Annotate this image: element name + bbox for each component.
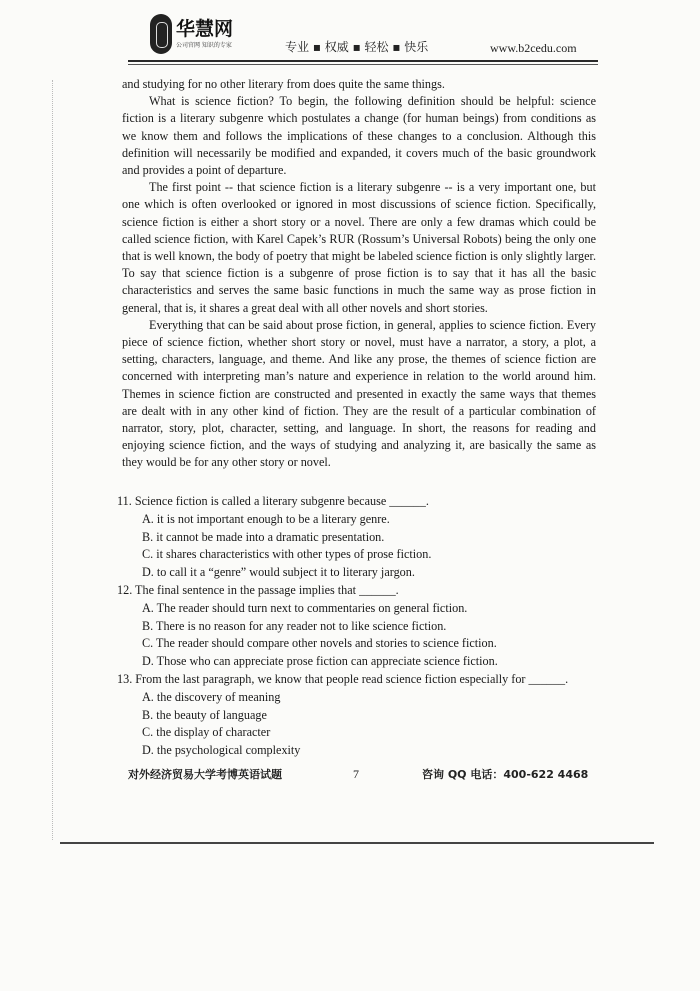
- footer-contact: 咨询 QQ 电话：400-622 4468: [422, 768, 589, 781]
- footer-divider: [60, 842, 654, 844]
- question-11: [117, 493, 597, 582]
- answer-option: B. it cannot be made into a dramatic presentation.: [142, 529, 385, 544]
- brand-name: 华慧网: [176, 18, 234, 40]
- header-slogan: 专业 ▪ 权威 ▪ 轻松 ▪ 快乐: [285, 40, 429, 54]
- scan-margin-marks: [52, 80, 63, 840]
- answer-option: C. the display of character: [142, 725, 271, 740]
- page-header: [128, 10, 598, 62]
- question-list: [117, 493, 597, 760]
- answer-option: D. Those who can appreciate prose fiction can appreciate science fiction.: [142, 654, 498, 669]
- header-website: www.b2cedu.com: [490, 41, 577, 55]
- passage-paragraph: What is science fiction? To begin, the following definition should be helpful: science fiction is a literary subgenre which postulates a change (for human beings) from conditions as we know them and follows the implications of these changes to a conclusion. Although this definition will necessarily be modified and expanded, it covers much of the basic groundwork and provides a point of departure.: [122, 94, 596, 178]
- passage-paragraph: The first point -- that science fiction is a literary subgenre -- is a very important one, but one which is often overlooked or ignored in most discussions of science fiction. Specifically, science fiction is either a short story or a novel. There are only a few dramas which could be called science fiction, with Karel Capek’s RUR (Rossum’s Universal Robots) being the only one that is well known, the body of poetry that might be labeled science fiction is only slightly larger. To say that science fiction is a subgenre of prose fiction is to say that it has all the basic characteristics and serves the same basic functions in much the same way as prose fiction in general, that is, it shares a great deal with all other novels and short stories.: [122, 180, 596, 315]
- brand-logo-icon: [150, 14, 172, 54]
- answer-option: A. the discovery of meaning: [142, 689, 281, 704]
- question-12: [117, 582, 597, 671]
- answer-option: C. The reader should compare other novels and stories to science fiction.: [142, 636, 497, 651]
- page-number: 7: [353, 767, 359, 781]
- answer-option: A. it is not important enough to be a literary genre.: [142, 511, 390, 526]
- answer-option: C. it shares characteristics with other types of prose fiction.: [142, 547, 432, 562]
- answer-option: D. to call it a “genre” would subject it to literary jargon.: [142, 565, 415, 580]
- reading-passage: [122, 76, 596, 472]
- answer-option: B. the beauty of language: [142, 707, 267, 722]
- brand-tagline: 公司官网 知识的专家: [176, 42, 232, 49]
- header-divider: [128, 60, 598, 62]
- answer-option: D. the psychological complexity: [142, 743, 301, 758]
- passage-paragraph: Everything that can be said about prose fiction, in general, applies to science fiction. Every piece of science fiction, whether short story or novel, must have a narrator, a story, a plot, a setting, characters, language, and theme. And like any prose, the themes of science fiction are concerned with interpreting man’s nature and experience in relation to the world around him. Themes in science fiction are constructed and presented in exactly the same ways that themes are dealt with in any other kind of fiction. They are the result of a particular combination of narrator, story, plot, character, setting, and language. In short, the reasons for reading and enjoying science fiction, and the ways of studying and analyzing it, are basically the same as they would be for any other story or novel.: [122, 317, 596, 470]
- question-stem: 11. Science fiction is called a literary subgenre because ______.: [117, 494, 429, 508]
- question-stem: 12. The final sentence in the passage implies that ______.: [117, 582, 399, 597]
- header-divider-thin: [128, 64, 598, 65]
- passage-paragraph: and studying for no other literary from does quite the same things.: [122, 77, 445, 91]
- question-stem: 13. From the last paragraph, we know that people read science fiction especially for ______.: [117, 671, 569, 686]
- answer-option: B. There is no reason for any reader not to like science fiction.: [142, 618, 447, 633]
- answer-option: A. The reader should turn next to commentaries on general fiction.: [142, 600, 468, 615]
- question-13: [117, 671, 597, 760]
- footer-exam-title: 对外经济贸易大学考博英语试题: [128, 768, 282, 781]
